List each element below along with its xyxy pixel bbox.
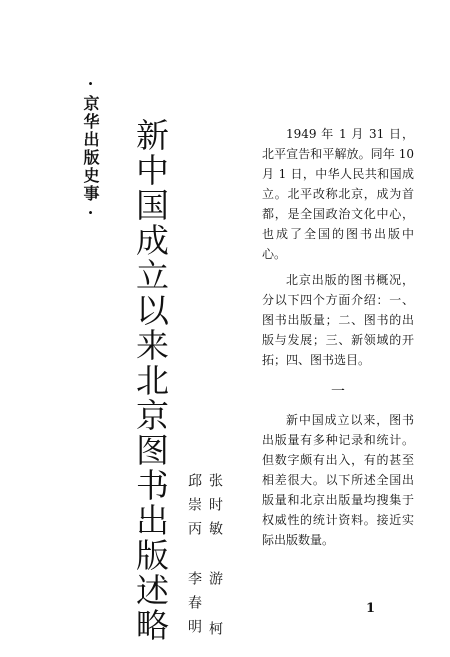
page-number: 1 — [366, 601, 376, 616]
section-heading: 一 — [331, 384, 345, 400]
article-title: 新中国成立以来北京图书出版述略 — [131, 118, 170, 643]
paragraph: 北京出版的图书概况，分以下四个方面介绍：一、图书出版量；二、图书的出版与发展；三、新领域的开拓；四、图书选目。 — [262, 273, 414, 367]
body-text — [262, 124, 414, 550]
author-line-2: 邱崇丙 李春明 — [186, 473, 202, 643]
author-line-1: 张时敏 游 柯 — [207, 473, 223, 645]
series-label: ·京华出版史事· — [81, 74, 100, 224]
paragraph: 新中国成立以来，图书出版量有多种记录和统计。但数字颇有出入，有的甚至相差很大。以下所述全国出版量和北京出版量均搜集于权威性的统计资料。接近实际出版数量。 — [262, 413, 414, 547]
paragraph: 1949 年 1 月 31 日，北平宣告和平解放。同年 10 月 1 日，中华人民共和国成立。北平改称北京，成为首都，是全国政治文化中心，也成了全国的图书出版中心。 — [262, 127, 414, 261]
